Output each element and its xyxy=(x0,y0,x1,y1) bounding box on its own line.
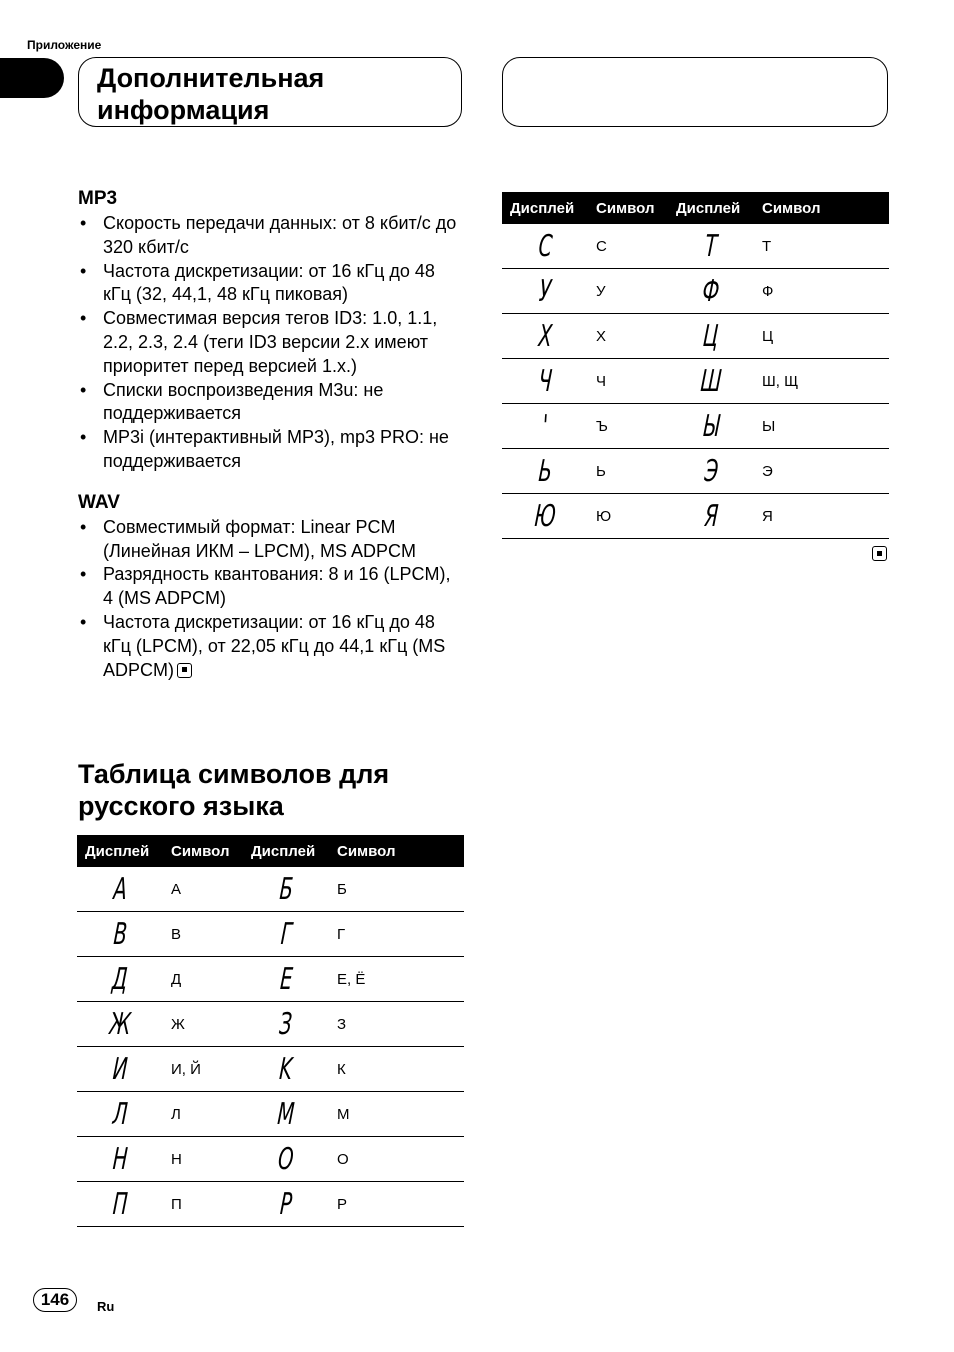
symbol-cell: А xyxy=(163,867,243,912)
display-glyph: C xyxy=(502,224,588,269)
mp3-heading: MP3 xyxy=(78,188,118,209)
section-label: Приложение xyxy=(27,38,102,52)
col-header-display: Дисплей xyxy=(243,835,329,867)
display-glyph: Г xyxy=(243,912,329,957)
symbol-cell: Е, Ё xyxy=(329,957,464,1002)
table-row xyxy=(77,1182,464,1227)
col-header-symbol: Символ xyxy=(329,835,464,867)
symbol-cell: М xyxy=(329,1092,464,1137)
symbol-cell: К xyxy=(329,1047,464,1092)
display-glyph: П xyxy=(77,1182,163,1227)
display-glyph: Ц xyxy=(668,314,754,359)
col-header-symbol: Символ xyxy=(588,192,668,224)
table-row xyxy=(77,867,464,912)
char-table-title-line1: Таблица символов для xyxy=(78,759,390,789)
display-glyph: З xyxy=(243,1002,329,1047)
list-item: • Разрядность квантования: 8 и 16 (LPCM), 4 (MS ADPCM) xyxy=(78,563,464,611)
list-item: • Совместимый формат: Linear PCM (Линейная ИКМ – LPCM), MS ADPCM xyxy=(78,516,464,564)
symbol-cell: О xyxy=(329,1137,464,1182)
display-glyph: Ч xyxy=(502,359,588,404)
symbol-cell: Ы xyxy=(754,404,889,449)
spec-column xyxy=(78,188,464,700)
display-glyph: Ж xyxy=(77,1002,163,1047)
table-row xyxy=(502,404,889,449)
char-table-right xyxy=(502,192,889,539)
symbol-cell: Ю xyxy=(588,494,668,539)
page-number: 146 xyxy=(33,1288,77,1312)
symbol-cell: Х xyxy=(588,314,668,359)
col-header-display: Дисплей xyxy=(502,192,588,224)
col-header-symbol: Символ xyxy=(163,835,243,867)
symbol-cell: Г xyxy=(329,912,464,957)
symbol-cell: Ч xyxy=(588,359,668,404)
symbol-cell: Б xyxy=(329,867,464,912)
display-glyph: Д xyxy=(77,957,163,1002)
table-row xyxy=(77,1047,464,1092)
display-glyph: P xyxy=(243,1182,329,1227)
empty-header-box xyxy=(502,57,888,127)
symbol-cell: Ц xyxy=(754,314,889,359)
display-glyph: Ы xyxy=(668,404,754,449)
display-glyph: A xyxy=(77,867,163,912)
col-header-display: Дисплей xyxy=(77,835,163,867)
symbol-cell: У xyxy=(588,269,668,314)
symbol-cell: В xyxy=(163,912,243,957)
display-glyph: Э xyxy=(668,449,754,494)
display-glyph: H xyxy=(77,1137,163,1182)
char-table-title-line2: русского языка xyxy=(78,791,284,821)
col-header-display: Дисплей xyxy=(668,192,754,224)
list-item: • MP3i (интерактивный MP3), mp3 PRO: не поддерживается xyxy=(78,426,464,474)
symbol-cell: З xyxy=(329,1002,464,1047)
display-glyph: E xyxy=(243,957,329,1002)
symbol-cell: Д xyxy=(163,957,243,1002)
chapter-tab xyxy=(0,58,64,98)
list-item: • Совместимая версия тегов ID3: 1.0, 1.1, 2.2, 2.3, 2.4 (теги ID3 версии 2.x имеют приоритет перед версией 1.x.) xyxy=(78,307,464,378)
list-item xyxy=(78,611,464,682)
display-glyph: Л xyxy=(77,1092,163,1137)
table-row xyxy=(502,224,889,269)
display-glyph: У xyxy=(502,269,588,314)
table-row xyxy=(502,314,889,359)
symbol-cell: Н xyxy=(163,1137,243,1182)
table-row xyxy=(502,269,889,314)
char-table-left xyxy=(77,835,464,1227)
end-of-section-icon xyxy=(177,663,192,678)
symbol-cell: И, Й xyxy=(163,1047,243,1092)
list-item: • Частота дискретизации: от 16 кГц до 48 кГц (32, 44,1, 48 кГц пиковая) xyxy=(78,260,464,308)
char-table-title xyxy=(78,758,389,822)
symbol-cell: Э xyxy=(754,449,889,494)
symbol-cell: Ъ xyxy=(588,404,668,449)
display-glyph: И xyxy=(77,1047,163,1092)
list-item: • Списки воспроизведения M3u: не поддерживается xyxy=(78,379,464,427)
symbol-cell: Т xyxy=(754,224,889,269)
display-glyph: M xyxy=(243,1092,329,1137)
table-row xyxy=(77,1137,464,1182)
symbol-cell: С xyxy=(588,224,668,269)
chapter-title-line1: Дополнительная xyxy=(97,63,325,93)
display-glyph: Ь xyxy=(502,449,588,494)
display-glyph: Ф xyxy=(668,269,754,314)
language-code: Ru xyxy=(97,1299,115,1314)
display-glyph: Я xyxy=(668,494,754,539)
display-glyph: ' xyxy=(502,404,588,449)
wav-heading: WAV xyxy=(78,491,120,513)
list-item-text: Частота дискретизации: от 16 кГц до 48 кГц (LPCM), от 22,05 кГц до 44,1 кГц (MS ADPCM) xyxy=(103,611,446,680)
symbol-cell: Л xyxy=(163,1092,243,1137)
end-of-section-icon xyxy=(872,546,887,561)
display-glyph: O xyxy=(243,1137,329,1182)
table-row xyxy=(502,359,889,404)
symbol-cell: Ж xyxy=(163,1002,243,1047)
display-glyph: K xyxy=(243,1047,329,1092)
display-glyph: B xyxy=(77,912,163,957)
table-row xyxy=(502,494,889,539)
table-row xyxy=(77,1092,464,1137)
chapter-title xyxy=(97,62,443,126)
table-row xyxy=(502,449,889,494)
wav-spec-list xyxy=(78,516,464,683)
display-glyph: Ш xyxy=(668,359,754,404)
display-glyph: Б xyxy=(243,867,329,912)
symbol-cell: Р xyxy=(329,1182,464,1227)
list-item: • Скорость передачи данных: от 8 кбит/с до 320 кбит/с xyxy=(78,212,464,260)
table-row xyxy=(77,912,464,957)
col-header-symbol: Символ xyxy=(754,192,889,224)
symbol-cell: Ф xyxy=(754,269,889,314)
chapter-title-box xyxy=(78,57,462,127)
symbol-cell: Ш, Щ xyxy=(754,359,889,404)
symbol-cell: П xyxy=(163,1182,243,1227)
symbol-cell: Я xyxy=(754,494,889,539)
table-header-row xyxy=(77,835,464,867)
table-row xyxy=(77,1002,464,1047)
display-glyph: X xyxy=(502,314,588,359)
symbol-cell: Ь xyxy=(588,449,668,494)
table-header-row xyxy=(502,192,889,224)
display-glyph: T xyxy=(668,224,754,269)
table-row xyxy=(77,957,464,1002)
mp3-spec-list xyxy=(78,212,464,474)
chapter-title-line2: информация xyxy=(97,95,270,125)
display-glyph: Ю xyxy=(502,494,588,539)
